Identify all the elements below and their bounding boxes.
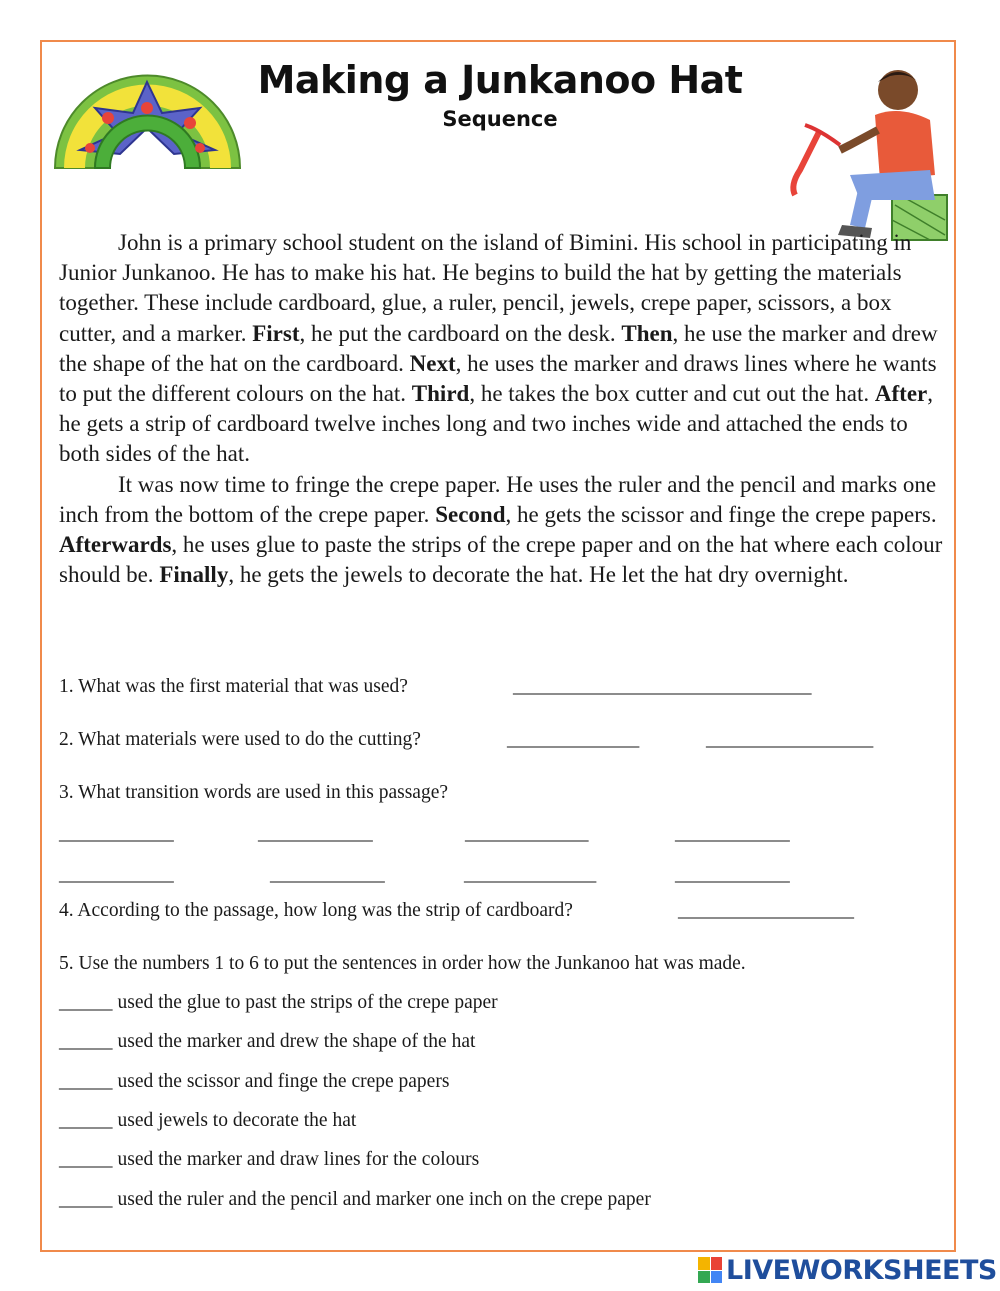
transition-word: Then xyxy=(621,320,673,346)
passage-text: , he put the cardboard on the desk. xyxy=(299,320,622,346)
answer-blank-q3-5[interactable]: _____________ xyxy=(59,864,173,885)
question-1: 1. What was the first material that was used? xyxy=(59,676,408,697)
passage-paragraph-2 xyxy=(59,470,944,591)
order-item-text: used the scissor and finge the crepe papers xyxy=(117,1071,450,1092)
liveworksheets-logo-text: LIVEWORKSHEETS xyxy=(726,1254,997,1286)
question-2: 2. What materials were used to do the cutting? xyxy=(59,729,421,750)
order-item-2 xyxy=(59,1031,475,1053)
transition-word: Second xyxy=(435,501,506,527)
page-title: Making a Junkanoo Hat xyxy=(257,58,743,102)
answer-blank-q3-8[interactable]: _____________ xyxy=(675,864,789,885)
answer-blank-q3-3[interactable]: ______________ xyxy=(465,823,588,844)
transition-word: Next xyxy=(409,350,456,376)
order-blank-5[interactable]: ______ xyxy=(59,1149,112,1170)
transition-word: After xyxy=(874,381,928,407)
answer-blank-q3-1[interactable]: _____________ xyxy=(59,823,173,844)
answer-blank-q2a[interactable]: _______________ xyxy=(507,729,639,750)
order-blank-4[interactable]: ______ xyxy=(59,1110,112,1131)
order-item-text: used the glue to past the strips of the crepe paper xyxy=(117,992,498,1013)
passage-text: It was now time to fringe the crepe paper. He uses the ruler and the pencil and marks one inch from the bottom of the crepe paper. xyxy=(59,471,937,527)
answer-blank-q2b[interactable]: ___________________ xyxy=(706,729,873,750)
passage-text: , he gets a strip of cardboard twelve inches long and two inches wide and attached the ends to both sides of the hat. xyxy=(59,381,934,467)
order-item-6 xyxy=(59,1189,651,1211)
order-blank-3[interactable]: ______ xyxy=(59,1071,112,1092)
answer-blank-q4[interactable]: ____________________ xyxy=(678,900,853,921)
order-item-text: used the marker and drew the shape of the hat xyxy=(117,1031,476,1052)
order-item-4 xyxy=(59,1110,356,1132)
answer-blank-q3-7[interactable]: _______________ xyxy=(464,864,596,885)
transition-word: Finally xyxy=(159,562,229,588)
question-3: 3. What transition words are used in this passage? xyxy=(59,782,449,803)
liveworksheets-logo-icon xyxy=(698,1257,722,1283)
order-item-3 xyxy=(59,1071,449,1093)
transition-word: Third xyxy=(411,381,470,407)
question-5: 5. Use the numbers 1 to 6 to put the sentences in order how the Junkanoo hat was made. xyxy=(59,953,746,974)
passage-text: John is a primary school student on the island of Bimini. His school in participating in Junior Junkanoo. He has to make his hat. He begins to build the hat by getting the materials together. These include cardboard, glue, a ruler, pencil, jewels, crepe paper, scissors, a box cutter, and a marker. xyxy=(59,230,912,346)
passage-text: , he use the marker and drew the shape of the hat on the cardboard. xyxy=(59,320,938,376)
order-item-text: used jewels to decorate the hat xyxy=(117,1110,357,1131)
passage-paragraph-1 xyxy=(59,228,944,470)
passage-text: , he uses the marker and draws lines where he wants to put the different colours on the hat. xyxy=(59,350,937,407)
page-subtitle: Sequence xyxy=(442,107,558,131)
transition-word: Afterwards xyxy=(59,532,172,558)
passage-text: , he uses glue to paste the strips of the crepe paper and on the hat where each colour should be. xyxy=(59,532,943,588)
order-item-1 xyxy=(59,992,498,1014)
answer-blank-q3-6[interactable]: _____________ xyxy=(270,864,384,885)
order-blank-6[interactable]: ______ xyxy=(59,1189,112,1210)
transition-word: First xyxy=(252,320,300,346)
order-blank-2[interactable]: ______ xyxy=(59,1031,112,1052)
passage-text: , he takes the box cutter and cut out the hat. xyxy=(469,381,875,407)
passage-text: , he gets the jewels to decorate the hat. He let the hat dry overnight. xyxy=(228,562,849,588)
order-item-text: used the marker and draw lines for the colours xyxy=(117,1149,480,1170)
order-item-text: used the ruler and the pencil and marker one inch on the crepe paper xyxy=(117,1189,651,1210)
liveworksheets-logo[interactable] xyxy=(698,1253,997,1287)
answer-blank-q3-2[interactable]: _____________ xyxy=(258,823,372,844)
answer-blank-q1[interactable]: __________________________________ xyxy=(513,676,811,697)
reading-passage xyxy=(59,228,944,590)
passage-text: , he gets the scissor and finge the crepe papers. xyxy=(505,501,937,527)
question-4: 4. According to the passage, how long was the strip of cardboard? xyxy=(59,900,573,921)
order-blank-1[interactable]: ______ xyxy=(59,992,112,1013)
order-item-5 xyxy=(59,1149,479,1171)
answer-blank-q3-4[interactable]: _____________ xyxy=(675,823,789,844)
